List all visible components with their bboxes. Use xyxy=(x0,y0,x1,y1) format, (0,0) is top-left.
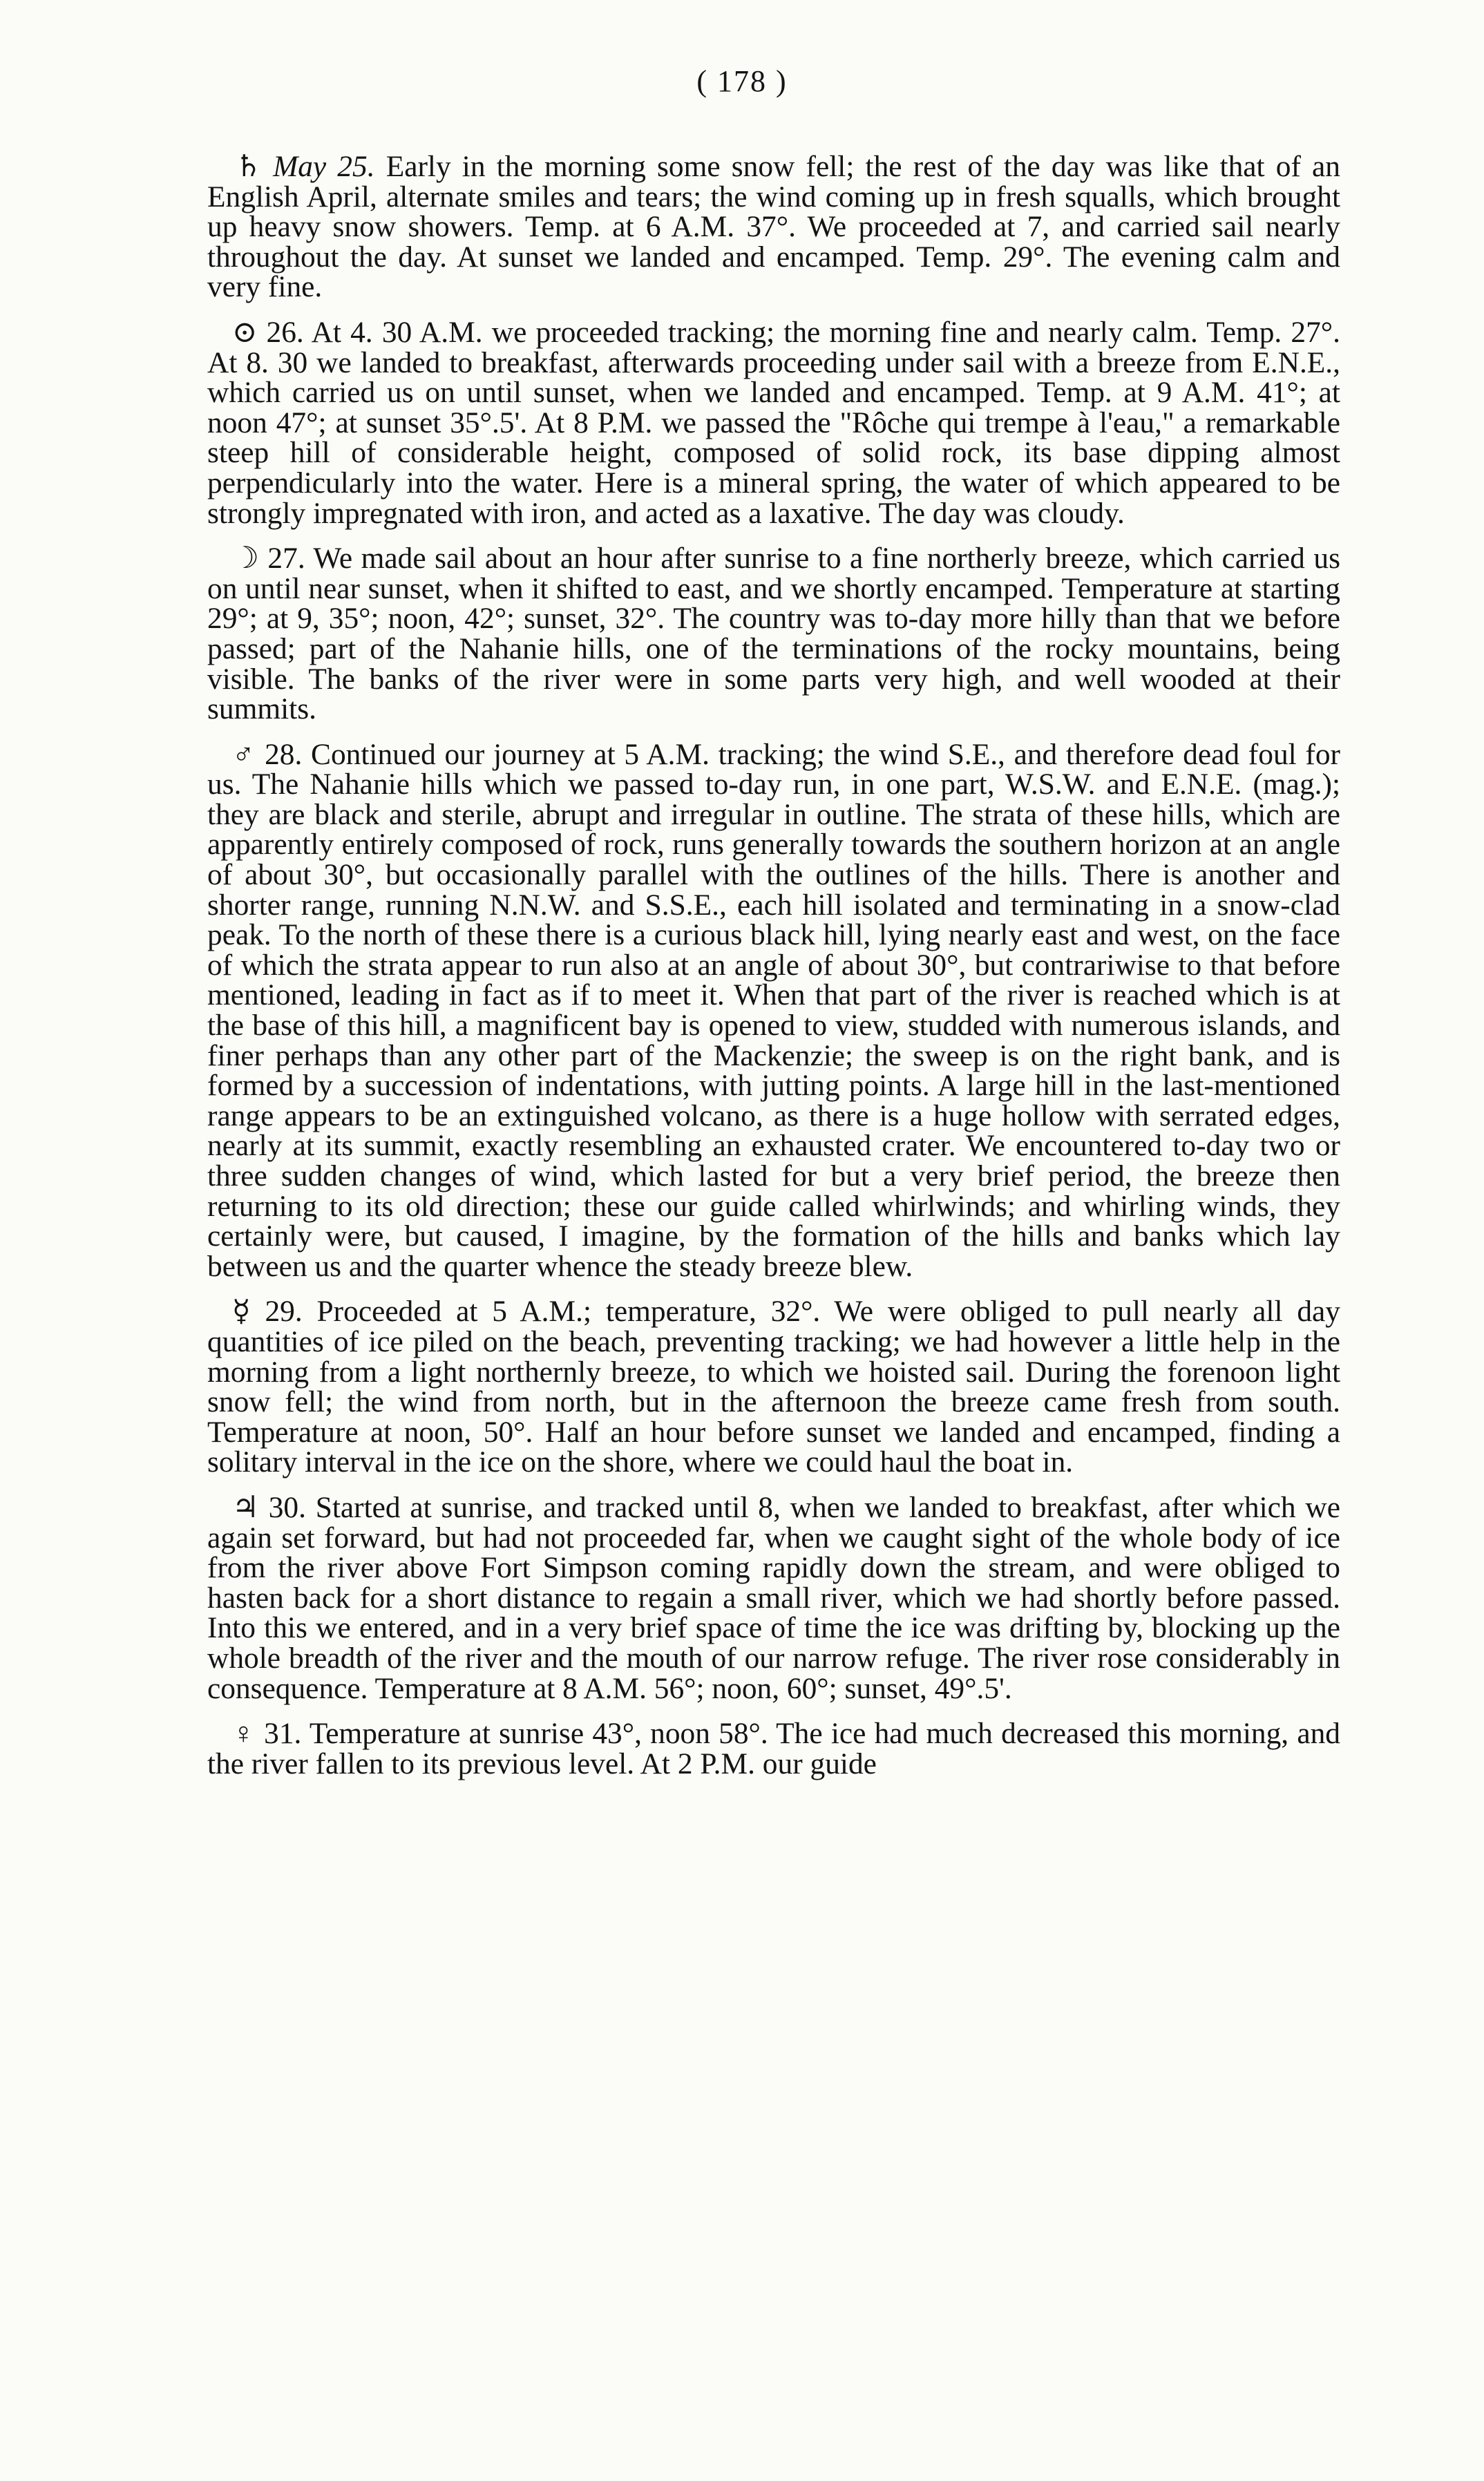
journal-text xyxy=(207,152,1340,1794)
entry-date: 28. xyxy=(265,737,303,771)
entry-text: Started at sunrise, and tracked until 8, when we landed to breakfast, after which we again set forward, but had not proceeded far, when we caught sight of the whole body of ice from the river above Fort Simpson coming rapidly down the stream, and were obliged to hasten back for a short distance to regain a small river, which we had shortly before passed. Into this we entered, and in a very brief space of time the ice was drifting by, blocking up the whole breadth of the river and the mouth of our narrow refuge. The river rose considerably in consequence. Temperature at 8 A.M. 56°; noon, 60°; sunset, 49°.5'. xyxy=(207,1490,1340,1705)
thursday-symbol: ♃ xyxy=(232,1490,259,1524)
page-number: ( 178 ) xyxy=(696,64,788,98)
entry-text: At 4. 30 A.M. we proceeded tracking; the morning fine and nearly calm. Temp. 27°. At 8. 30 we landed to breakfast, afterwards proceeding under sail with a breeze from E.N.E., which carried us on until sunset, when we landed and encamped. Temp. at 9 A.M. 41°; at noon 47°; at sunset 35°.5'. At 8 P.M. we passed the "Rôche qui trempe à l'eau," a remarkable steep hill of considerable height, composed of solid rock, its base dipping almost perpendicularly into the water. Here is a mineral spring, the water of which appeared to be strongly impregnated with iron, and acted as a laxative. The day was cloudy. xyxy=(207,315,1341,530)
friday-symbol: ♀ xyxy=(232,1717,256,1751)
journal-entry-26 xyxy=(207,315,1341,530)
entry-text: Proceeded at 5 A.M.; temperature, 32°. We were obliged to pull nearly all day quantities of ice piled on the beach, preventing tracking; we had however a little help in the morning from a light northernly breeze, to which we hoisted sail. During the forenoon light snow fell; the wind from north, but in the afternoon the breeze came fresh from south. Temperature at noon, 50°. Half an hour before sunset we landed and encamped, finding a solitary interval in the ice on the shore, where we could haul the boat in. xyxy=(207,1295,1340,1479)
entry-text: Early in the morning some snow fell; the rest of the day was like that of an English April, alternate smiles and tears; the wind coming up in fresh squalls, which brought up heavy snow showers. Temp. at 6 A.M. 37°. We proceeded at 7, and carried sail nearly throughout the day. At sunset we landed and encamped. Temp. 29°. The evening calm and very fine. xyxy=(207,150,1340,304)
journal-entry-27 xyxy=(207,544,1340,725)
entry-date: 30. xyxy=(268,1490,306,1524)
entry-text: Temperature at sunrise 43°, noon 58°. The ice had much decreased this morning, and the river fallen to its previous level. At 2 P.M. our guide xyxy=(207,1717,1340,1780)
entry-date: 26. xyxy=(266,315,304,349)
sunday-symbol: ⊙ xyxy=(232,315,258,349)
entry-date: May 25. xyxy=(273,150,375,183)
journal-entry-31 xyxy=(207,1719,1340,1779)
monday-symbol: ☽ xyxy=(232,542,259,576)
saturday-symbol: ♄ xyxy=(235,150,262,183)
entry-date: 29. xyxy=(265,1295,303,1329)
tuesday-symbol: ♂ xyxy=(232,737,256,771)
journal-entry-28 xyxy=(207,737,1340,1283)
entry-text: We made sail about an hour after sunrise to a fine northerly breeze, which carried us on until near sunset, when it shifted to east, and we shortly encamped. Temperature at starting 29°; at 9, 35°; noon, 42°; sunset, 32°. The country was to-day more hilly than that we before passed; part of the Nahanie hills, one of the terminations of the rocky mountains, being visible. The banks of the river were in some parts very high, and well wooded at their summits. xyxy=(207,542,1340,726)
journal-entry-30 xyxy=(207,1490,1340,1705)
journal-entry-may-25 xyxy=(207,152,1340,303)
wednesday-symbol: ☿ xyxy=(232,1295,251,1329)
entry-date: 31. xyxy=(264,1717,302,1751)
entry-date: 27. xyxy=(267,542,305,576)
entry-text: Continued our journey at 5 A.M. tracking; the wind S.E., and therefore dead foul for us. The Nahanie hills which we passed to-day run, in one part, W.S.W. and E.N.E. (mag.); they are black and sterile, abrupt and irregular in outline. The strata of these hills, which are apparently entirely composed of rock, runs generally towards the southern horizon at an angle of about 30°, but occasionally parallel with the outlines of the hills. There is another and shorter range, running N.N.W. and S.S.E., each hill isolated and terminating in a snow-clad peak. To the north of these there is a curious black hill, lying nearly east and west, on the face of which the strata appear to run also at an angle of about 30°, but contrariwise to that before mentioned, leading in fact as if to meet it. When that part of the river is reached which is at the base of this hill, a magnificent bay is opened to view, studded with numerous islands, and finer perhaps than any other part of the Mackenzie; the sweep is on the right bank, and is formed by a succession of indentations, with jutting points. A large hill in the last-mentioned range appears to be an extinguished volcano, as there is a huge hollow with serrated edges, nearly at its summit, exactly resembling an exhausted crater. We encountered to-day two or three sudden changes of wind, which lasted for but a very brief period, the breeze then returning to its old direction; these our guide called whirlwinds; and whirling winds, they certainly were, but caused, I imagine, by the formation of the hills and banks which lay between us and the quarter whence the steady breeze blew. xyxy=(207,737,1340,1283)
journal-entry-29 xyxy=(207,1297,1340,1478)
